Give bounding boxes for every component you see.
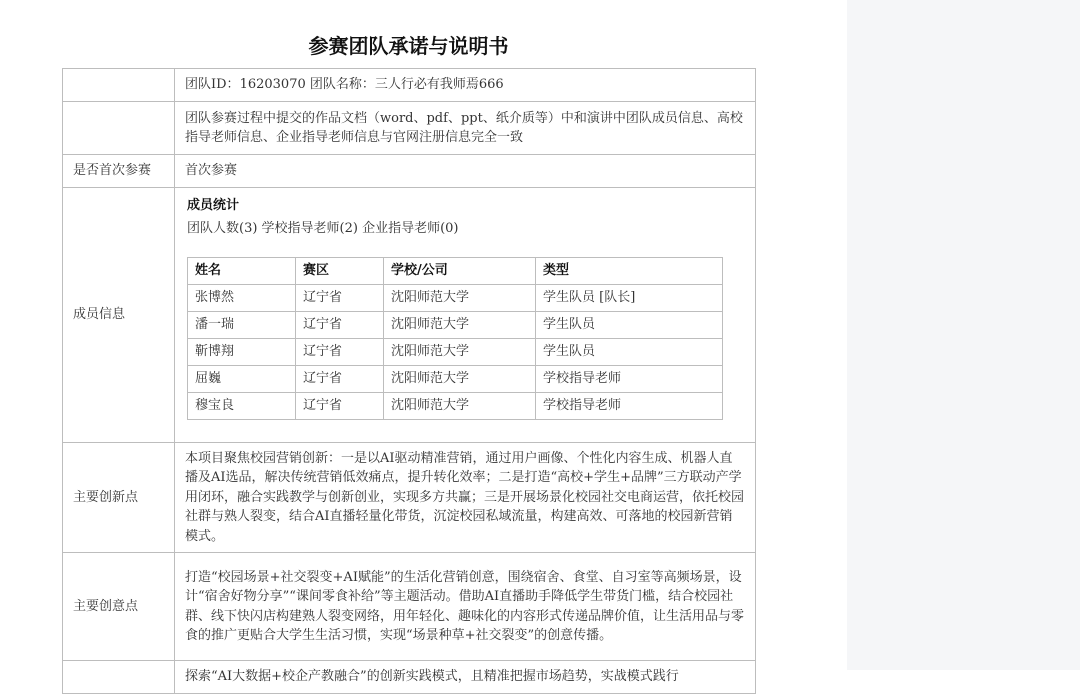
table-row <box>188 392 723 419</box>
pledge-table <box>62 68 756 694</box>
col-header-type: 类型 <box>536 257 723 284</box>
team-id-label-cell <box>63 69 175 102</box>
innovation-label: 主要创新点 <box>63 442 175 553</box>
member-type: 学校指导老师 <box>536 392 723 419</box>
table-row <box>188 284 723 311</box>
first-time-value: 首次参赛 <box>175 155 756 188</box>
first-time-row <box>63 155 756 188</box>
member-region: 辽宁省 <box>296 365 384 392</box>
innovation-text: 本项目聚焦校园营销创新：一是以AI驱动精准营销，通过用户画像、个性化内容生成、机器人直播及AI选品，解决传统营销低效痛点，提升转化效率；二是打造“高校+学生+品牌”三方联动产学用闭环，融合实践教学与创新创业，实现多方共赢；三是开展场景化校园社交电商运营，依托校园社群与熟人裂变，结合AI直播轻量化带货，沉淀校园私域流量，构建高效、可落地的校园新营销模式。 <box>175 442 756 553</box>
member-name: 潘一瑞 <box>188 311 296 338</box>
first-time-label: 是否首次参赛 <box>63 155 175 188</box>
creativity-label: 主要创意点 <box>63 553 175 661</box>
member-region: 辽宁省 <box>296 392 384 419</box>
col-header-name: 姓名 <box>188 257 296 284</box>
next-row-text: 探索“AI大数据+校企产教融合”的创新实践模式，且精准把握市场趋势，实战模式践行 <box>175 661 756 694</box>
member-school: 沈阳师范大学 <box>384 311 536 338</box>
pledge-text: 团队参赛过程中提交的作品文档（word、pdf、ppt、纸介质等）中和演讲中团队成员信息、高校指导老师信息、企业指导老师信息与官网注册信息完全一致 <box>175 102 756 155</box>
col-header-school: 学校/公司 <box>384 257 536 284</box>
team-id-value: 16203070 <box>239 77 306 93</box>
creativity-text: 打造“校园场景+社交裂变+AI赋能”的生活化营销创意，围绕宿舍、食堂、自习室等高频场景，设计“宿舍好物分享”“课间零食补给”等主题活动。借助AI直播助手降低学生带货门槛，结合校园社群、线下快闪店构建熟人裂变网络，用年轻化、趣味化的内容形式传递品牌价值，让生活用品与零食的推广更贴合大学生生活习惯，实现“场景种草+社交裂变”的创意传播。 <box>175 553 756 661</box>
team-name-value: 三人行必有我师焉666 <box>374 77 504 93</box>
member-region: 辽宁省 <box>296 311 384 338</box>
members-table <box>187 257 723 420</box>
pledge-label-cell <box>63 102 175 155</box>
right-side-panel <box>847 0 1080 670</box>
team-id-row <box>63 69 756 102</box>
member-type: 学生队员 <box>536 338 723 365</box>
col-header-region: 赛区 <box>296 257 384 284</box>
team-id-label: 团队ID： <box>185 77 240 93</box>
member-school: 沈阳师范大学 <box>384 392 536 419</box>
table-row <box>188 311 723 338</box>
members-cell <box>175 187 756 442</box>
member-type: 学校指导老师 <box>536 365 723 392</box>
next-row <box>63 661 756 694</box>
member-school: 沈阳师范大学 <box>384 284 536 311</box>
stats-line: 团队人数(3) 学校指导老师(2) 企业指导老师(0) <box>187 221 459 236</box>
table-row <box>188 365 723 392</box>
pledge-row <box>63 102 756 155</box>
members-header-row <box>188 257 723 284</box>
members-row <box>63 187 756 442</box>
creativity-row <box>63 553 756 661</box>
member-region: 辽宁省 <box>296 338 384 365</box>
document-title: 参赛团队承诺与说明书 <box>308 34 509 58</box>
member-school: 沈阳师范大学 <box>384 338 536 365</box>
member-type: 学生队员 [队长] <box>536 284 723 311</box>
member-name: 屈巍 <box>188 365 296 392</box>
member-name: 穆宝良 <box>188 392 296 419</box>
innovation-row <box>63 442 756 553</box>
member-name: 张博然 <box>188 284 296 311</box>
members-label: 成员信息 <box>63 187 175 442</box>
team-name-label: 团队名称： <box>305 77 375 93</box>
member-type: 学生队员 <box>536 311 723 338</box>
member-region: 辽宁省 <box>296 284 384 311</box>
member-name: 靳博翔 <box>188 338 296 365</box>
team-id-cell <box>175 69 756 102</box>
next-label-cell <box>63 661 175 694</box>
stats-title: 成员统计 <box>187 197 240 213</box>
member-school: 沈阳师范大学 <box>384 365 536 392</box>
table-row <box>188 338 723 365</box>
